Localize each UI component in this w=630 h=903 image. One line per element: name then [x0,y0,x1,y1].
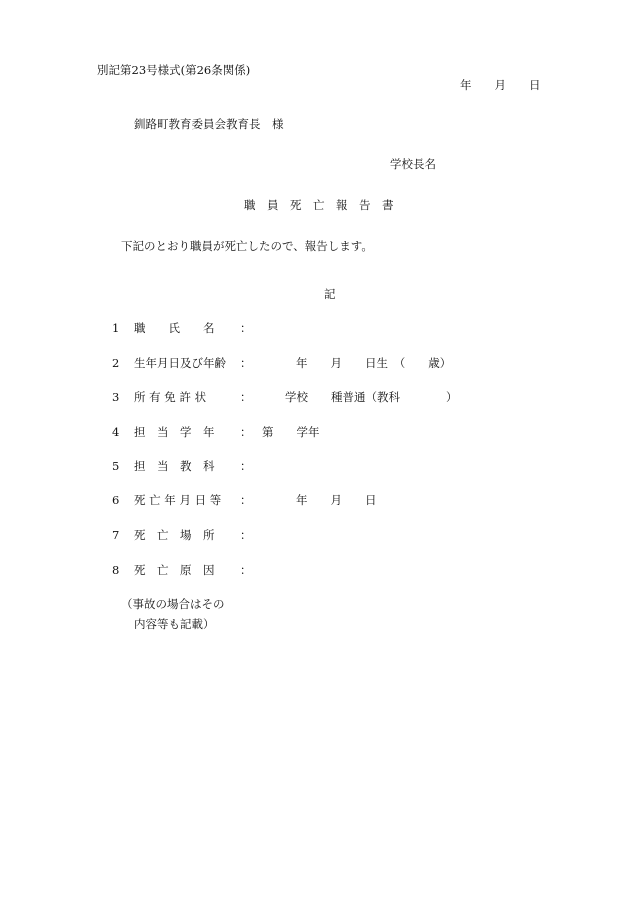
item-number: 4 [112,425,120,439]
item-number: 1 [112,321,120,335]
item-colon: ： [240,356,252,370]
item-label: 担 当 教 科 [134,459,215,473]
date-line: 年 月 日 [460,78,541,92]
item-value: 年 月 日生 （ 歳） [296,356,452,370]
item-colon: ： [240,528,252,542]
item-number: 7 [112,528,120,542]
item-label: 職 氏 名 [134,321,215,335]
ki-heading: 記 [324,287,336,301]
item-colon: ： [240,563,252,577]
intro-text: 下記のとおり職員が死亡したので、報告します。 [121,239,373,253]
item-number: 3 [112,390,120,404]
item-number: 6 [112,493,120,507]
item-label: 死 亡 年 月 日 等 [134,493,222,507]
item-label: 死 亡 原 因 [134,563,215,577]
item-label: 死 亡 場 所 [134,528,215,542]
item-label: 担 当 学 年 [134,425,215,439]
addressee: 釧路町教育委員会教育長 様 [134,117,284,131]
item-number: 2 [112,356,120,370]
item-label: 生年月日及び年齢 [134,356,226,370]
item-colon: ： [240,321,252,335]
form-reference: 別記第23号様式(第26条関係) [97,63,251,77]
item-value: 学校 種普通（教科 ） [285,390,458,404]
note-line-1: （事故の場合はその [121,597,225,611]
document-title: 職 員 死 亡 報 告 書 [244,198,394,212]
item-colon: ： [240,459,252,473]
item-number: 8 [112,563,120,577]
item-label: 所 有 免 許 状 [134,390,207,404]
note-line-2: 内容等も記載） [134,617,215,631]
item-value: 年 月 日 [296,493,377,507]
item-value: 第 学年 [262,425,320,439]
item-colon: ： [240,390,252,404]
item-colon: ： [240,493,252,507]
sender-school-principal: 学校長名 [390,157,436,171]
item-number: 5 [112,459,120,473]
item-colon: ： [240,425,252,439]
